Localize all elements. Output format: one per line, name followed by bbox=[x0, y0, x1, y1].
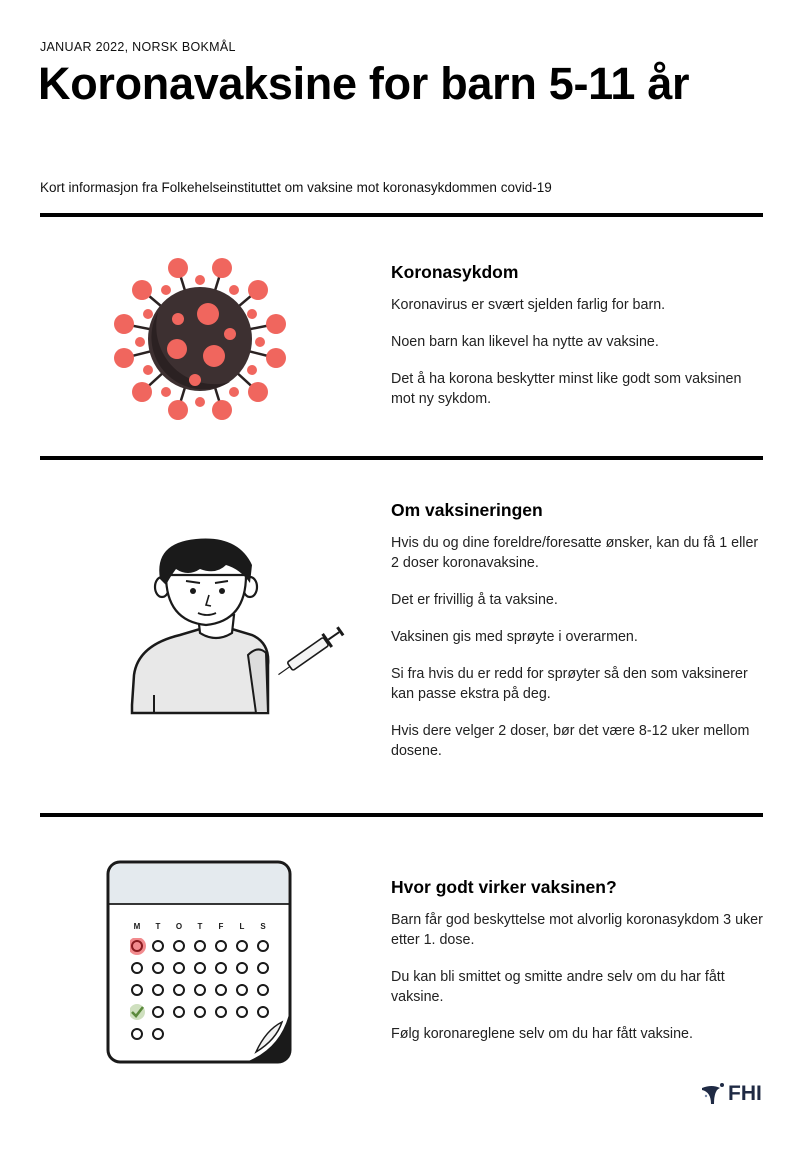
divider bbox=[40, 213, 763, 217]
section-heading: Om vaksineringen bbox=[391, 500, 543, 520]
weekday: M bbox=[133, 922, 141, 931]
page-title: Koronavaksine for barn 5-11 år bbox=[38, 58, 690, 109]
section-hvor-godt-virker bbox=[391, 877, 763, 1061]
paragraph: Det er frivillig å ta vaksine. bbox=[391, 592, 558, 608]
paragraph: Barn får god beskyttelse mot alvorlig koronasykdom 3 uker etter 1. dose. bbox=[391, 912, 763, 948]
paragraph: Følg koronareglene selv om du har fått vaksine. bbox=[391, 1026, 693, 1042]
section-heading: Hvor godt virker vaksinen? bbox=[391, 877, 617, 897]
paragraph: Si fra hvis du er redd for sprøyter så den som vaksinerer kan passe ekstra på deg. bbox=[391, 666, 748, 702]
paragraph: Det å ha korona beskytter minst like godt som vaksinen mot ny sykdom. bbox=[391, 371, 742, 407]
fhi-logo-icon bbox=[700, 1082, 726, 1106]
fhi-logo[interactable] bbox=[700, 1082, 762, 1106]
paragraph: Noen barn kan likevel ha nytte av vaksine. bbox=[391, 334, 659, 350]
virus-icon bbox=[110, 252, 290, 427]
section-koronasykdom bbox=[391, 262, 763, 426]
section-heading: Koronasykdom bbox=[391, 262, 519, 282]
fhi-logo-text: FHI bbox=[728, 1082, 762, 1105]
paragraph: Hvis dere velger 2 doser, bør det være 8-12 uker mellom dosene. bbox=[391, 723, 750, 759]
weekday: S bbox=[260, 922, 266, 931]
calendar-days bbox=[130, 938, 272, 1044]
divider bbox=[40, 813, 763, 817]
calendar-icon bbox=[106, 860, 292, 1065]
weekday: T bbox=[155, 922, 161, 931]
paragraph: Du kan bli smittet og smitte andre selv om du har fått vaksine. bbox=[391, 969, 725, 1005]
paragraph: Vaksinen gis med sprøyte i overarmen. bbox=[391, 629, 638, 645]
paragraph: Koronavirus er svært sjelden farlig for barn. bbox=[391, 297, 666, 313]
intro-text: Kort informasjon fra Folkehelseinstituttet om vaksine mot koronasykdommen covid-19 bbox=[40, 180, 552, 195]
paragraph: Hvis du og dine foreldre/foresatte ønsker, kan du få 1 eller 2 doser koronavaksine. bbox=[391, 535, 759, 571]
child-vaccination-icon bbox=[120, 535, 355, 720]
divider bbox=[40, 456, 763, 460]
weekday: L bbox=[239, 922, 245, 931]
kicker: JANUAR 2022, NORSK BOKMÅL bbox=[40, 40, 236, 54]
section-om-vaksineringen bbox=[391, 500, 763, 778]
weekday: O bbox=[175, 922, 183, 931]
weekday: F bbox=[218, 922, 224, 931]
weekday: T bbox=[197, 922, 203, 931]
calendar-weekdays bbox=[130, 922, 270, 931]
